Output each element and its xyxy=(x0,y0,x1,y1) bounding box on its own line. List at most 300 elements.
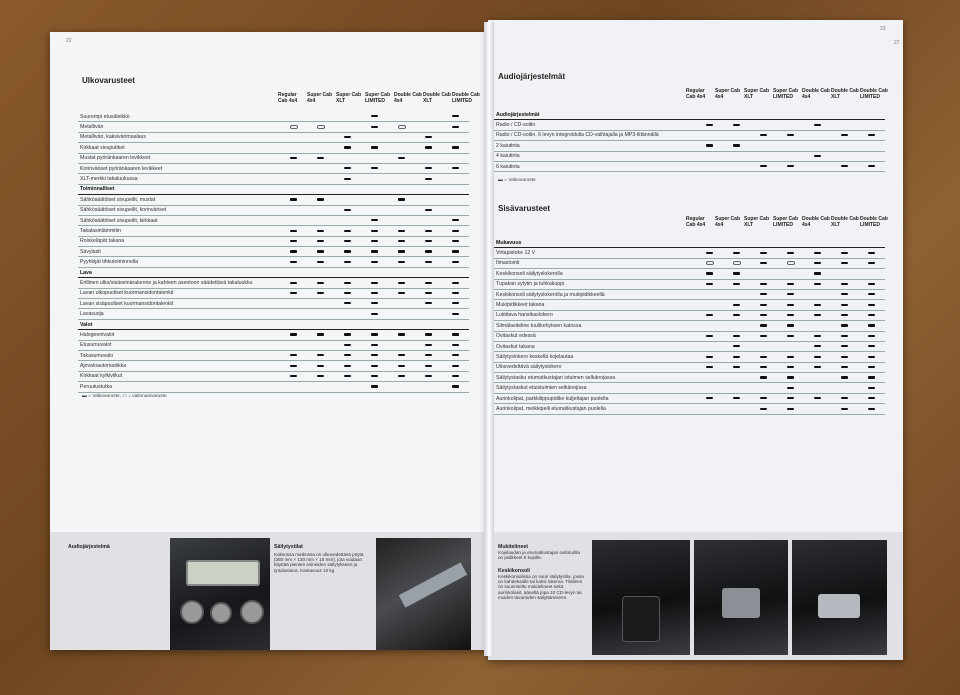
standard-mark-icon xyxy=(706,397,713,399)
row-label: Keskikonsoli säilytyslokerolla ja mukipidikkeellä xyxy=(494,289,696,299)
availability-cell xyxy=(777,238,804,248)
availability-cell xyxy=(831,362,858,372)
standard-mark-icon xyxy=(425,240,432,242)
standard-mark-icon xyxy=(290,157,297,159)
availability-cell xyxy=(723,331,750,341)
table-row xyxy=(78,153,469,163)
availability-cell xyxy=(723,130,750,140)
availability-cell xyxy=(831,110,858,120)
column-header: Super Cab LIMITED xyxy=(773,216,799,228)
row-label: Säilytystasku etumatkustajan istuimen selkänojassa xyxy=(494,373,696,383)
availability-cell xyxy=(361,236,388,246)
availability-cell xyxy=(442,309,469,319)
standard-mark-icon xyxy=(290,354,297,356)
section-title-interior: Sisävarusteet xyxy=(498,204,551,213)
table-row xyxy=(78,350,469,360)
standard-mark-icon xyxy=(452,344,459,346)
table-row xyxy=(78,309,469,319)
row-label: Ajovaloautomatiikka xyxy=(78,361,280,371)
availability-cell xyxy=(388,236,415,246)
standard-mark-icon xyxy=(733,283,740,285)
availability-cell xyxy=(361,174,388,184)
availability-cell xyxy=(858,321,885,331)
standard-mark-icon xyxy=(452,385,459,387)
availability-cell xyxy=(415,195,442,205)
standard-mark-icon xyxy=(814,397,821,399)
standard-mark-icon xyxy=(841,366,848,368)
availability-cell xyxy=(696,248,723,258)
availability-cell xyxy=(831,161,858,171)
availability-cell xyxy=(280,205,307,215)
availability-cell xyxy=(750,310,777,320)
availability-cell xyxy=(415,205,442,215)
standard-mark-icon xyxy=(344,250,351,252)
availability-cell xyxy=(696,269,723,279)
standard-mark-icon xyxy=(290,198,297,200)
column-header: Super Cab XLT xyxy=(744,216,770,228)
row-label: Takalasinlämmitin xyxy=(78,226,280,236)
standard-mark-icon xyxy=(706,252,713,254)
standard-mark-icon xyxy=(452,261,459,263)
availability-cell xyxy=(804,151,831,161)
standard-mark-icon xyxy=(398,292,405,294)
standard-mark-icon xyxy=(814,314,821,316)
column-header: Super Cab XLT xyxy=(744,88,770,100)
group-header-row xyxy=(494,238,885,248)
standard-mark-icon xyxy=(814,272,821,274)
standard-mark-icon xyxy=(733,252,740,254)
availability-cell xyxy=(307,174,334,184)
standard-mark-icon xyxy=(868,324,875,326)
standard-mark-icon xyxy=(868,304,875,306)
availability-cell xyxy=(415,174,442,184)
standard-mark-icon xyxy=(317,230,324,232)
column-header: Super Cab XLT xyxy=(336,92,362,104)
standard-mark-icon xyxy=(787,165,794,167)
standard-mark-icon xyxy=(317,333,324,335)
standard-mark-icon xyxy=(787,324,794,326)
row-label: Etusumuvalot xyxy=(78,340,280,350)
table-row xyxy=(78,236,469,246)
table-row xyxy=(78,163,469,173)
standard-mark-icon xyxy=(452,167,459,169)
availability-cell xyxy=(777,321,804,331)
table-row xyxy=(78,247,469,257)
availability-cell xyxy=(442,288,469,298)
standard-mark-icon xyxy=(425,230,432,232)
availability-cell xyxy=(858,300,885,310)
standard-mark-icon xyxy=(290,261,297,263)
standard-mark-icon xyxy=(290,375,297,377)
standard-mark-icon xyxy=(425,344,432,346)
availability-cell xyxy=(388,132,415,142)
availability-cell xyxy=(696,393,723,403)
availability-cell xyxy=(307,309,334,319)
availability-cell xyxy=(361,299,388,309)
availability-cell xyxy=(777,248,804,258)
optional-mark-icon xyxy=(290,125,298,129)
row-label: Korinväriset pyöränkaaren levikkeet xyxy=(78,163,280,173)
strip-title-console: Keskikonsoli xyxy=(498,568,531,574)
standard-mark-icon xyxy=(841,283,848,285)
standard-mark-icon xyxy=(344,136,351,138)
availability-cell xyxy=(307,153,334,163)
standard-mark-icon xyxy=(398,365,405,367)
availability-cell xyxy=(361,143,388,153)
table-row xyxy=(494,120,885,130)
standard-mark-icon xyxy=(452,365,459,367)
availability-cell xyxy=(696,238,723,248)
availability-cell xyxy=(750,151,777,161)
column-header: Super Cab 4x4 xyxy=(715,216,741,228)
standard-mark-icon xyxy=(760,397,767,399)
availability-cell xyxy=(723,362,750,372)
availability-cell xyxy=(361,278,388,288)
standard-mark-icon xyxy=(760,314,767,316)
row-label: Lavan ulkopuoliset kuormansidontalenkit xyxy=(78,288,280,298)
standard-mark-icon xyxy=(868,408,875,410)
standard-mark-icon xyxy=(841,134,848,136)
availability-cell xyxy=(415,267,442,277)
availability-cell xyxy=(280,319,307,329)
availability-cell xyxy=(804,258,831,268)
standard-mark-icon xyxy=(344,261,351,263)
availability-cell xyxy=(777,269,804,279)
availability-cell xyxy=(804,141,831,151)
standard-mark-icon xyxy=(371,333,378,335)
availability-cell xyxy=(307,257,334,267)
console-open-photo xyxy=(694,540,788,655)
group-header-row xyxy=(494,110,885,120)
availability-cell xyxy=(388,371,415,381)
availability-cell xyxy=(334,299,361,309)
standard-mark-icon xyxy=(733,144,740,146)
availability-cell xyxy=(777,373,804,383)
table-row xyxy=(494,321,885,331)
availability-cell xyxy=(723,352,750,362)
standard-mark-icon xyxy=(706,356,713,358)
availability-cell xyxy=(388,309,415,319)
table-row xyxy=(78,215,469,225)
availability-cell xyxy=(804,248,831,258)
availability-cell xyxy=(804,289,831,299)
standard-mark-icon xyxy=(787,408,794,410)
standard-mark-icon xyxy=(868,397,875,399)
standard-mark-icon xyxy=(706,144,713,146)
standard-mark-icon xyxy=(733,397,740,399)
availability-cell xyxy=(858,352,885,362)
availability-cell xyxy=(307,205,334,215)
availability-cell xyxy=(361,132,388,142)
row-label: Sähkösäätöiset sivupeilit, kirkkaat xyxy=(78,215,280,225)
row-label: Kirkkaat kylkivilkut xyxy=(78,371,280,381)
availability-cell xyxy=(723,393,750,403)
standard-mark-icon xyxy=(814,345,821,347)
standard-mark-icon xyxy=(452,126,459,128)
availability-cell xyxy=(280,122,307,132)
availability-cell xyxy=(750,161,777,171)
standard-mark-icon xyxy=(733,314,740,316)
availability-cell xyxy=(442,319,469,329)
availability-cell xyxy=(307,361,334,371)
availability-cell xyxy=(777,383,804,393)
standard-mark-icon xyxy=(425,302,432,304)
cd-stack-shape xyxy=(818,594,860,618)
row-label: Radio / CD-soitin xyxy=(494,120,696,130)
audio-spec-table xyxy=(494,110,885,172)
availability-cell xyxy=(696,161,723,171)
standard-mark-icon xyxy=(760,293,767,295)
availability-cell xyxy=(831,279,858,289)
availability-cell xyxy=(361,382,388,392)
availability-cell xyxy=(415,257,442,267)
standard-mark-icon xyxy=(868,387,875,389)
standard-mark-icon xyxy=(317,354,324,356)
availability-cell xyxy=(858,130,885,140)
standard-mark-icon xyxy=(371,261,378,263)
standard-mark-icon xyxy=(814,252,821,254)
availability-cell xyxy=(280,195,307,205)
strip-text-storage: Kaksossa matkossa on ulkovedettävä pöytä (380 mm × 130 mm × 15 mm), jota voidaan käyttää pienten esineiden säilytykseen ja työalustana. Kantavuus 10 kg xyxy=(274,552,364,573)
availability-cell xyxy=(696,383,723,393)
row-label: Aurinkolipat, meikkipeili etumatkustajan puolella xyxy=(494,404,696,414)
table-row xyxy=(78,278,469,288)
availability-cell xyxy=(723,279,750,289)
standard-mark-icon xyxy=(371,250,378,252)
availability-cell xyxy=(334,122,361,132)
availability-cell xyxy=(858,248,885,258)
standard-mark-icon xyxy=(371,126,378,128)
availability-cell xyxy=(804,279,831,289)
strip-text-console: Keskikonsolissa on suuri säilytystila, jossa on kahdeksalle tai kaksi lokeroa. Tilalleen on suunniteltu mukitelineet sekä aurinkolasit, ääneltä jopa 10 CD-levyn tai muiden tavaroiden säilyttämiseen. xyxy=(498,574,584,600)
table-row xyxy=(494,161,885,171)
availability-cell xyxy=(361,340,388,350)
availability-cell xyxy=(858,341,885,351)
table-row xyxy=(494,279,885,289)
standard-mark-icon xyxy=(814,356,821,358)
availability-cell xyxy=(442,122,469,132)
availability-cell xyxy=(307,112,334,122)
standard-mark-icon xyxy=(868,335,875,337)
standard-mark-icon xyxy=(787,366,794,368)
cupholder-photo xyxy=(592,540,690,655)
availability-cell xyxy=(415,340,442,350)
availability-cell xyxy=(307,163,334,173)
availability-cell xyxy=(831,352,858,362)
standard-mark-icon xyxy=(760,165,767,167)
standard-mark-icon xyxy=(868,366,875,368)
availability-cell xyxy=(696,120,723,130)
table-row xyxy=(78,132,469,142)
availability-cell xyxy=(280,330,307,340)
availability-cell xyxy=(723,161,750,171)
availability-cell xyxy=(804,310,831,320)
availability-cell xyxy=(858,289,885,299)
row-label: XLT-merkki takaluukussa xyxy=(78,174,280,184)
standard-mark-icon xyxy=(868,165,875,167)
availability-cell xyxy=(777,289,804,299)
standard-mark-icon xyxy=(787,397,794,399)
availability-cell xyxy=(831,331,858,341)
availability-cell xyxy=(361,350,388,360)
table-row xyxy=(494,310,885,320)
standard-mark-icon xyxy=(706,272,713,274)
standard-mark-icon xyxy=(344,167,351,169)
availability-cell xyxy=(280,236,307,246)
standard-mark-icon xyxy=(371,219,378,221)
availability-cell xyxy=(858,161,885,171)
availability-cell xyxy=(696,331,723,341)
standard-mark-icon xyxy=(814,283,821,285)
section-title-exterior: Ulkovarusteet xyxy=(82,76,135,85)
availability-cell xyxy=(388,143,415,153)
table-row xyxy=(78,382,469,392)
standard-mark-icon xyxy=(317,282,324,284)
availability-cell xyxy=(388,319,415,329)
standard-mark-icon xyxy=(398,333,405,335)
availability-cell xyxy=(750,279,777,289)
standard-mark-icon xyxy=(452,115,459,117)
availability-cell xyxy=(334,112,361,122)
standard-mark-icon xyxy=(841,293,848,295)
standard-mark-icon xyxy=(841,304,848,306)
availability-cell xyxy=(858,279,885,289)
standard-mark-icon xyxy=(317,250,324,252)
availability-cell xyxy=(280,153,307,163)
availability-cell xyxy=(831,238,858,248)
availability-cell xyxy=(334,267,361,277)
row-label: Pyyhkijät tihkutoiminnolla xyxy=(78,257,280,267)
availability-cell xyxy=(334,278,361,288)
availability-cell xyxy=(334,226,361,236)
availability-cell xyxy=(280,215,307,225)
standard-mark-icon xyxy=(760,366,767,368)
availability-cell xyxy=(804,300,831,310)
standard-mark-icon xyxy=(290,292,297,294)
availability-cell xyxy=(280,143,307,153)
availability-cell xyxy=(750,362,777,372)
availability-cell xyxy=(415,330,442,340)
strip-title-cupholders: Mukitelineet xyxy=(498,544,528,550)
column-header: Double Cab 4x4 xyxy=(394,92,422,104)
standard-mark-icon xyxy=(787,335,794,337)
availability-cell xyxy=(804,321,831,331)
availability-cell xyxy=(858,331,885,341)
standard-mark-icon xyxy=(760,283,767,285)
availability-cell xyxy=(750,383,777,393)
standard-mark-icon xyxy=(425,250,432,252)
row-label: Metallivän, kaksivärimaalaus xyxy=(78,132,280,142)
availability-cell xyxy=(723,238,750,248)
standard-mark-icon xyxy=(868,356,875,358)
availability-cell xyxy=(750,321,777,331)
standard-mark-icon xyxy=(787,376,794,378)
availability-cell xyxy=(777,393,804,403)
table-row xyxy=(78,143,469,153)
standard-mark-icon xyxy=(868,134,875,136)
availability-cell xyxy=(831,393,858,403)
standard-mark-icon xyxy=(814,366,821,368)
standard-mark-icon xyxy=(317,292,324,294)
standard-mark-icon xyxy=(290,230,297,232)
availability-cell xyxy=(388,122,415,132)
availability-cell xyxy=(750,120,777,130)
availability-cell xyxy=(280,309,307,319)
availability-cell xyxy=(334,163,361,173)
availability-cell xyxy=(750,141,777,151)
availability-cell xyxy=(415,371,442,381)
table-row xyxy=(494,269,885,279)
radio-display xyxy=(186,560,260,586)
standard-mark-icon xyxy=(425,282,432,284)
availability-cell xyxy=(750,393,777,403)
availability-cell xyxy=(280,163,307,173)
availability-cell xyxy=(388,215,415,225)
row-label: Säilytystaskut etuistuimien selkänojissa xyxy=(494,383,696,393)
standard-mark-icon xyxy=(841,345,848,347)
availability-cell xyxy=(696,404,723,414)
standard-mark-icon xyxy=(425,365,432,367)
optional-mark-icon xyxy=(706,261,714,265)
availability-cell xyxy=(361,112,388,122)
availability-cell xyxy=(334,257,361,267)
standard-mark-icon xyxy=(371,282,378,284)
availability-cell xyxy=(415,319,442,329)
availability-cell xyxy=(750,352,777,362)
optional-mark-icon xyxy=(317,125,325,129)
availability-cell xyxy=(750,289,777,299)
row-label: Valot xyxy=(78,319,280,329)
standard-mark-icon xyxy=(868,314,875,316)
standard-mark-icon xyxy=(398,250,405,252)
availability-cell xyxy=(723,248,750,258)
availability-cell xyxy=(777,120,804,130)
availability-cell xyxy=(777,110,804,120)
availability-cell xyxy=(831,130,858,140)
availability-cell xyxy=(334,132,361,142)
standard-mark-icon xyxy=(371,230,378,232)
standard-mark-icon xyxy=(398,261,405,263)
availability-cell xyxy=(442,371,469,381)
standard-mark-icon xyxy=(868,345,875,347)
availability-cell xyxy=(804,161,831,171)
row-label: Ulosvedettävä säilytyslokero xyxy=(494,362,696,372)
bottom-strip xyxy=(50,532,490,650)
standard-mark-icon xyxy=(452,292,459,294)
availability-cell xyxy=(777,362,804,372)
table-row xyxy=(78,361,469,371)
availability-cell xyxy=(415,215,442,225)
availability-cell xyxy=(361,153,388,163)
standard-mark-icon xyxy=(787,304,794,306)
standard-mark-icon xyxy=(344,375,351,377)
availability-cell xyxy=(334,288,361,298)
standard-mark-icon xyxy=(452,230,459,232)
table-row xyxy=(494,258,885,268)
standard-mark-icon xyxy=(425,178,432,180)
availability-cell xyxy=(831,404,858,414)
standard-mark-icon xyxy=(344,302,351,304)
table-row xyxy=(494,248,885,258)
table-row xyxy=(78,226,469,236)
availability-cell xyxy=(750,300,777,310)
availability-cell xyxy=(280,247,307,257)
availability-cell xyxy=(750,341,777,351)
availability-cell xyxy=(858,141,885,151)
column-header: Super Cab 4x4 xyxy=(715,88,741,100)
availability-cell xyxy=(858,404,885,414)
column-header: Super Cab 4x4 xyxy=(307,92,333,104)
